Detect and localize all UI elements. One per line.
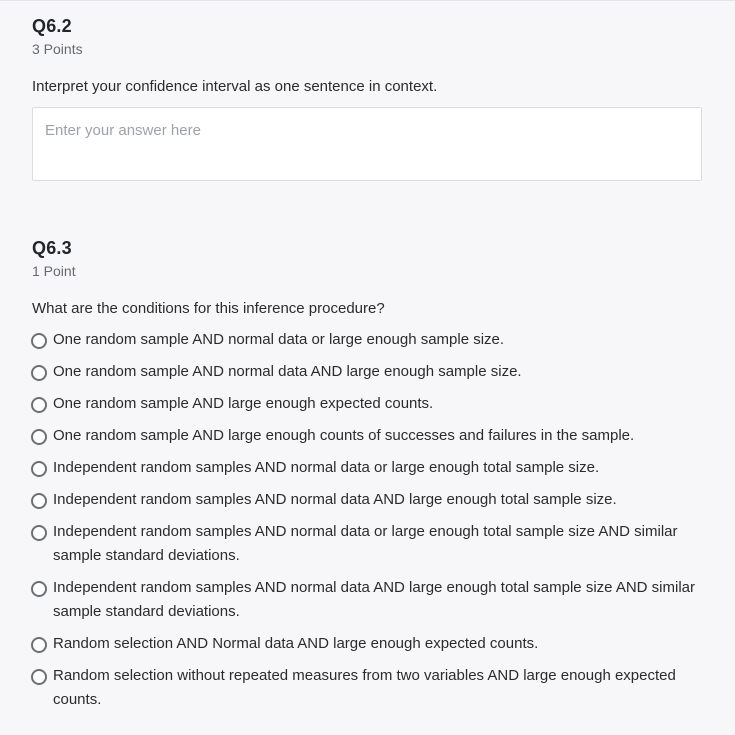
option-5[interactable] xyxy=(31,457,703,480)
question-points: 1 Point xyxy=(32,263,76,279)
option-10[interactable] xyxy=(31,665,703,712)
question-prompt: Interpret your confidence interval as one sentence in context. xyxy=(32,78,438,95)
radio-button[interactable] xyxy=(31,365,47,381)
radio-button[interactable] xyxy=(31,493,47,509)
option-label: One random sample AND normal data AND large enough sample size. xyxy=(53,363,522,380)
question-6-2 xyxy=(32,15,702,58)
radio-button[interactable] xyxy=(31,637,47,653)
question-6-3 xyxy=(32,237,702,280)
radio-button[interactable] xyxy=(31,669,47,685)
option-3[interactable] xyxy=(31,393,703,416)
option-label: One random sample AND large enough counts of successes and failures in the sample. xyxy=(53,427,635,444)
question-prompt: What are the conditions for this inference procedure? xyxy=(32,300,385,317)
option-6[interactable] xyxy=(31,489,703,512)
answer-box[interactable] xyxy=(32,107,702,181)
option-label: Random selection AND Normal data AND large enough expected counts. xyxy=(53,635,539,652)
option-1[interactable] xyxy=(31,329,703,352)
options-list xyxy=(31,329,703,721)
option-8[interactable] xyxy=(31,577,703,624)
question-title: Q6.3 xyxy=(32,238,72,258)
option-label: One random sample AND normal data or large enough sample size. xyxy=(53,331,505,348)
question-points: 3 Points xyxy=(32,41,83,57)
option-label: Independent random samples AND normal data or large enough total sample size AND similar sample standard deviations. xyxy=(53,523,678,564)
radio-button[interactable] xyxy=(31,397,47,413)
radio-button[interactable] xyxy=(31,461,47,477)
option-9[interactable] xyxy=(31,633,703,656)
option-label: Random selection without repeated measures from two variables AND large enough expected counts. xyxy=(53,667,676,708)
radio-button[interactable] xyxy=(31,581,47,597)
answer-input[interactable] xyxy=(33,108,701,180)
option-2[interactable] xyxy=(31,361,703,384)
radio-button[interactable] xyxy=(31,429,47,445)
option-label: Independent random samples AND normal data AND large enough total sample size AND similar sample standard deviations. xyxy=(53,579,695,620)
question-title: Q6.2 xyxy=(32,16,72,36)
option-7[interactable] xyxy=(31,521,703,568)
radio-button[interactable] xyxy=(31,525,47,541)
option-label: One random sample AND large enough expected counts. xyxy=(53,395,434,412)
radio-button[interactable] xyxy=(31,333,47,349)
option-4[interactable] xyxy=(31,425,703,448)
option-label: Independent random samples AND normal data or large enough total sample size. xyxy=(53,459,600,476)
option-label: Independent random samples AND normal data AND large enough total sample size. xyxy=(53,491,617,508)
